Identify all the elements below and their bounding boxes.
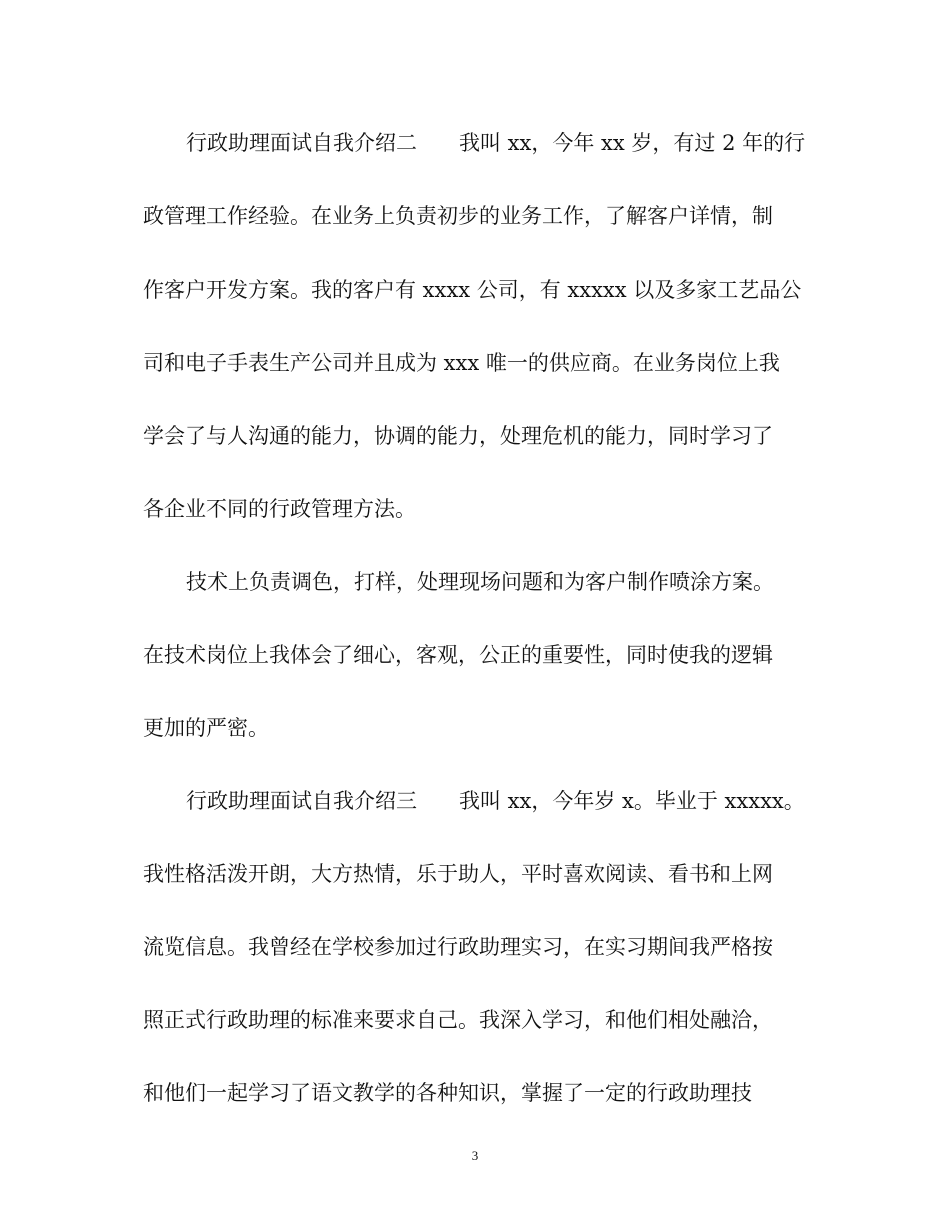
paragraph-line: 在技术岗位上我体会了细心，客观，公正的重要性，同时使我的逻辑	[143, 643, 773, 667]
paragraph-line: 技术上负责调色，打样，处理现场问题和为客户制作喷涂方案。	[186, 570, 774, 594]
paragraph-text: 我叫 xx，今年岁 x。毕业于 xxxxx。	[459, 789, 805, 813]
section-heading: 行政助理面试自我介绍二	[186, 131, 417, 155]
paragraph-line	[186, 128, 866, 158]
paragraph-line: 我性格活泼开朗，大方热情，乐于助人，平时喜欢阅读、看书和上网	[143, 862, 773, 886]
paragraph-line: 学会了与人沟通的能力，协调的能力，处理危机的能力，同时学习了	[143, 424, 773, 448]
paragraph-line: 各企业不同的行政管理方法。	[143, 497, 416, 521]
page-number: 3	[471, 1148, 479, 1163]
paragraph-line: 和他们一起学习了语文教学的各种知识，掌握了一定的行政助理技	[143, 1081, 752, 1105]
paragraph-line: 更加的严密。	[143, 716, 269, 740]
section-heading: 行政助理面试自我介绍三	[186, 789, 417, 813]
paragraph-line: 流览信息。我曾经在学校参加过行政助理实习，在实习期间我严格按	[143, 935, 773, 959]
paragraph-line: 政管理工作经验。在业务上负责初步的业务工作，了解客户详情，制	[143, 204, 773, 228]
paragraph-line: 司和电子手表生产公司并且成为 xxx 唯一的供应商。在业务岗位上我	[143, 351, 780, 375]
paragraph-line: 照正式行政助理的标准来要求自己。我深入学习，和他们相处融洽，	[143, 1008, 773, 1032]
paragraph-line: 作客户开发方案。我的客户有 xxxx 公司，有 xxxxx 以及多家工艺品公	[143, 278, 802, 302]
paragraph-text: 我叫 xx，今年 xx 岁，有过 2 年的行	[459, 131, 806, 155]
paragraph-line	[186, 786, 866, 816]
